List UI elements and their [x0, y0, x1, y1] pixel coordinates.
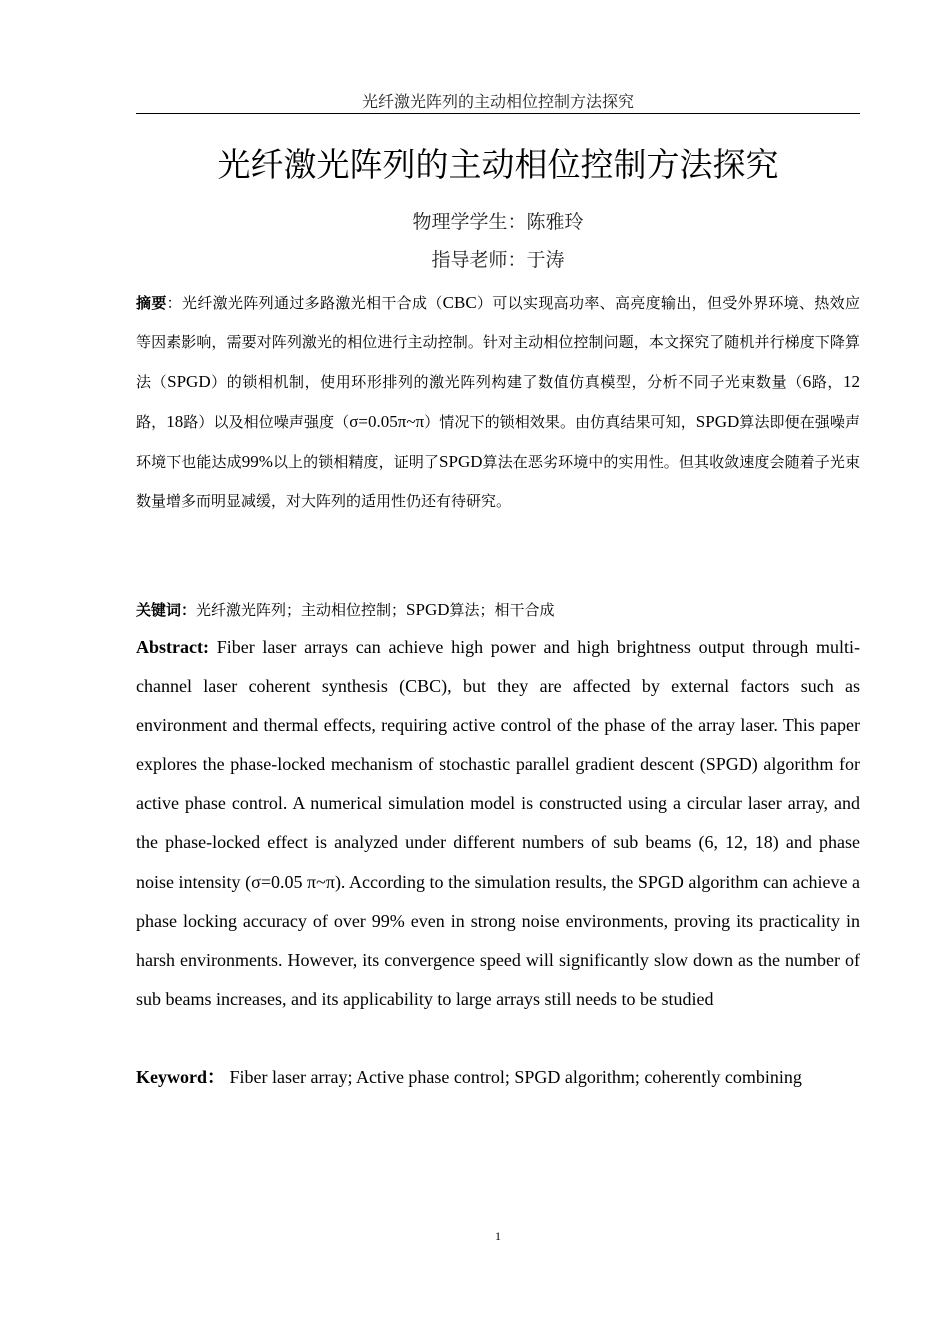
abstract-en-text: Fiber laser arrays can achieve high power and high brightness output through multi-channel laser coherent synthesis (CBC), but they are affected by external factors such as environment and thermal effects, requiring active control of the phase of the array laser. This paper explores the phase-locked mechanism of stochastic parallel gradient descent (SPGD) algorithm for active phase control. A numerical simulation model is constructed using a circular laser array, and the phase-locked effect is analyzed under different numbers of sub beams (6, 12, 18) and phase noise intensity (σ=0.05 π~π). According to the simulation results, the SPGD algorithm can achieve a phase locking accuracy of over 99% even in strong noise environments, proving its practicality in harsh environments. However, its convergence speed will significantly slow down as the number of sub beams increases, and its applicability to large arrays still needs to be studied — [136, 637, 861, 1009]
abstract-en-label: Abstract: — [136, 637, 209, 657]
abstract-english — [136, 628, 860, 1019]
keywords-cn-text: 光纤激光阵列；主动相位控制； — [196, 601, 407, 619]
keywords-en-label: Keyword： — [136, 1067, 225, 1087]
running-header: 光纤激光阵列的主动相位控制方法探究 — [136, 90, 860, 114]
abstract-cn-text: 光纤激光阵列通过多路激光相干合成（ — [182, 294, 443, 312]
abstract-cn-text: 算法即便在强噪声环境下也能达成 — [136, 413, 860, 471]
abstract-cn-text: 路， — [136, 413, 167, 431]
keywords-en-text: Fiber laser array; Active phase control; SPGD algorithm; coherently combining — [229, 1067, 802, 1087]
paper-title: 光纤激光阵列的主动相位控制方法探究 — [217, 145, 779, 184]
abstract-cn-label: 摘要 — [136, 294, 167, 312]
advisor-name: 指导老师：于涛 — [431, 249, 565, 271]
abstract-cn-text: 以上的锁相精度，证明了 — [272, 453, 440, 471]
keywords-chinese — [136, 595, 860, 625]
keywords-english — [136, 1062, 860, 1092]
abstract-cn-latin: 18 — [166, 412, 184, 431]
abstract-cn-latin: 99% — [241, 452, 273, 471]
abstract-cn-latin: SPGD — [695, 412, 740, 431]
student-author: 物理学学生：陈雅玲 — [412, 211, 584, 233]
abstract-cn-colon: ： — [166, 294, 183, 312]
abstract-cn-latin: SPGD — [439, 452, 483, 471]
keywords-cn-text: 算法；相干合成 — [449, 601, 555, 619]
abstract-cn-text: 路）以及相位噪声强度（ — [183, 413, 350, 431]
abstract-cn-latin: 12 — [842, 372, 860, 391]
keywords-cn-label: 关键词： — [136, 601, 197, 619]
abstract-cn-text: ）的锁相机制，使用环形排列的激光阵列构建了数值仿真模型，分析不同子光束数量（ — [210, 373, 803, 391]
page-number: 1 — [495, 1229, 501, 1243]
abstract-chinese — [136, 283, 860, 521]
abstract-cn-text: 算法在恶劣环境中的实用性。但其收敛速度会随着子光束数量增多而明显减缓，对大阵列的适用性仍还有待研究。 — [136, 453, 860, 510]
abstract-cn-latin: 6 — [802, 372, 812, 391]
keywords-cn-latin: SPGD — [406, 600, 450, 619]
abstract-cn-text: 路， — [811, 373, 843, 391]
abstract-cn-latin: CBC — [442, 293, 477, 312]
abstract-cn-latin: SPGD — [167, 372, 211, 391]
abstract-cn-text: ）可以实现高功率、高亮度输出，但受外界环境、热效应等因素影响，需要对阵列激光的相位进行主动控制。针对主动相位控制问题，本文探究了随机并行梯度下降算法（ — [136, 294, 860, 391]
abstract-cn-text: ）情况下的锁相效果。由仿真结果可知， — [424, 413, 696, 431]
abstract-cn-latin: σ=0.05π~π — [349, 412, 425, 431]
